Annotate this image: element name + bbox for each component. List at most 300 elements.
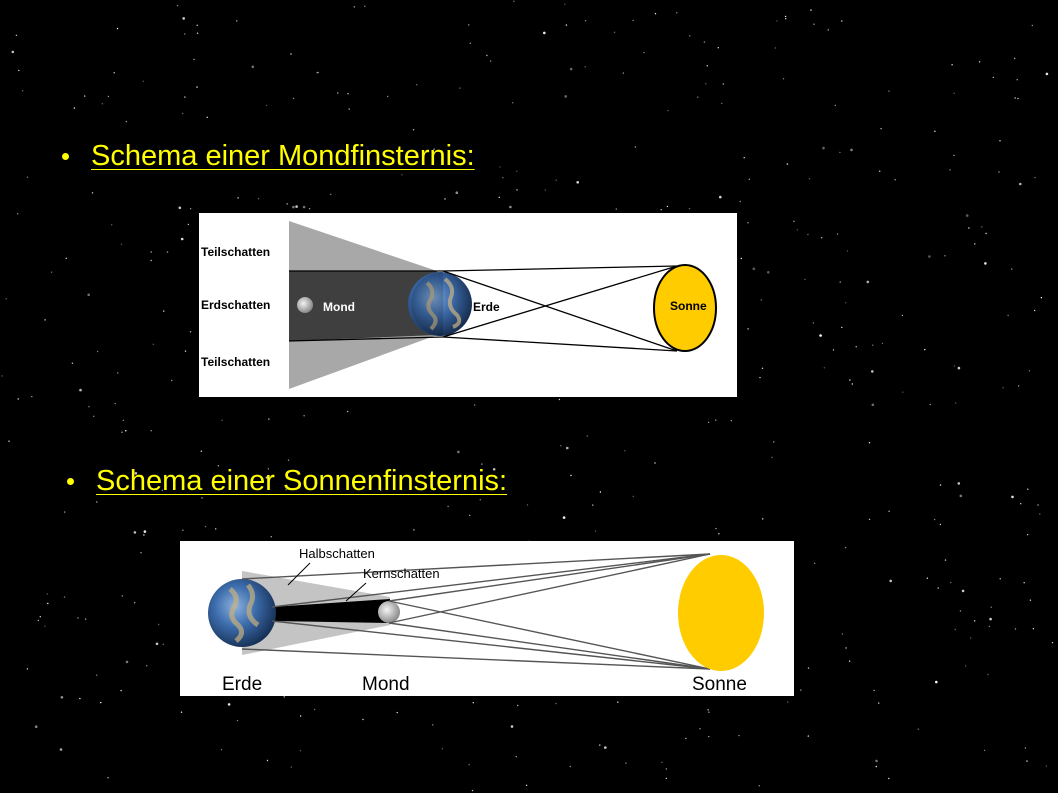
star <box>888 778 889 779</box>
label-earth: Erde <box>222 674 263 695</box>
star <box>1037 504 1038 505</box>
star <box>413 529 414 530</box>
star <box>337 92 338 93</box>
star <box>999 140 1000 141</box>
star <box>543 32 546 35</box>
star <box>852 383 853 384</box>
star <box>517 705 518 706</box>
star <box>1029 370 1030 371</box>
star <box>196 86 197 87</box>
star <box>833 349 834 350</box>
star <box>841 20 842 21</box>
star <box>1033 628 1034 629</box>
star <box>966 214 969 217</box>
star <box>511 725 514 728</box>
star <box>444 198 445 199</box>
star <box>878 702 879 703</box>
star <box>27 177 28 178</box>
star <box>72 363 73 364</box>
star <box>432 724 433 725</box>
star <box>79 389 82 392</box>
star <box>1017 79 1018 80</box>
star <box>115 403 116 404</box>
star <box>184 33 185 34</box>
star <box>472 790 473 791</box>
star <box>940 524 941 525</box>
star <box>300 750 301 751</box>
star <box>661 209 662 210</box>
label-penumbra-bottom: Teilschatten <box>201 355 271 369</box>
star <box>121 244 122 245</box>
star <box>731 420 732 421</box>
star <box>1020 503 1021 504</box>
solar-heading-row <box>67 465 507 498</box>
star <box>181 712 182 713</box>
star <box>987 674 988 675</box>
star <box>559 399 560 400</box>
star <box>499 166 500 167</box>
star <box>1015 628 1016 629</box>
star <box>516 756 517 757</box>
star <box>143 534 144 535</box>
star <box>981 226 982 227</box>
star <box>182 113 183 114</box>
star <box>587 435 588 436</box>
star <box>785 16 786 17</box>
star <box>824 367 825 368</box>
star <box>707 709 708 710</box>
star <box>809 178 810 179</box>
star <box>563 516 566 519</box>
star <box>633 496 634 497</box>
star <box>840 281 841 282</box>
star <box>102 103 103 104</box>
star <box>849 379 850 380</box>
star <box>126 121 127 122</box>
star <box>974 243 975 244</box>
star <box>88 406 89 407</box>
star <box>570 475 571 476</box>
star <box>16 35 17 36</box>
star <box>309 208 310 209</box>
star <box>303 206 306 209</box>
star <box>123 420 124 421</box>
star <box>122 595 123 596</box>
star <box>114 72 115 73</box>
star <box>1039 513 1040 514</box>
star <box>845 302 846 303</box>
star <box>955 629 956 630</box>
star <box>47 603 48 604</box>
star <box>654 462 655 463</box>
star <box>237 720 238 721</box>
star <box>1011 268 1012 269</box>
star <box>314 709 315 710</box>
moon-icon <box>378 601 400 623</box>
star <box>762 368 763 369</box>
star <box>96 675 97 676</box>
star <box>771 457 772 458</box>
star <box>287 203 288 204</box>
star <box>474 404 475 405</box>
star <box>1046 73 1049 76</box>
star <box>813 24 814 25</box>
star <box>185 350 186 351</box>
star <box>1034 177 1035 178</box>
star <box>38 620 39 621</box>
star <box>928 255 931 258</box>
star <box>108 96 109 97</box>
star <box>18 398 19 399</box>
star <box>837 233 838 234</box>
star <box>473 702 474 703</box>
star <box>889 580 892 583</box>
star <box>604 746 607 749</box>
star <box>944 255 945 256</box>
star <box>667 206 668 207</box>
star <box>585 66 586 67</box>
label-umbra: Erdschatten <box>201 298 271 312</box>
star <box>1052 642 1053 643</box>
star <box>93 416 94 417</box>
star <box>120 690 121 691</box>
star <box>150 260 151 261</box>
star <box>845 647 846 648</box>
star <box>632 20 633 21</box>
star <box>1 375 2 376</box>
star <box>1026 760 1027 761</box>
star <box>97 351 98 352</box>
star <box>970 637 971 638</box>
star <box>221 749 222 750</box>
star <box>960 495 963 498</box>
star <box>950 582 951 583</box>
star <box>1017 98 1018 99</box>
label-moon: Mond <box>362 674 410 695</box>
star <box>849 661 850 662</box>
star <box>776 20 777 21</box>
star <box>635 146 636 147</box>
star <box>708 736 709 737</box>
star <box>295 205 298 208</box>
star <box>293 98 294 99</box>
star <box>1032 25 1033 26</box>
star <box>1007 315 1008 316</box>
star <box>719 196 722 199</box>
star <box>847 250 848 251</box>
star <box>18 70 19 71</box>
star <box>526 785 527 786</box>
star <box>869 442 870 443</box>
star <box>808 735 809 736</box>
star <box>676 12 677 13</box>
star <box>708 422 709 423</box>
star <box>991 607 992 608</box>
star <box>252 66 255 69</box>
star <box>1023 582 1024 583</box>
lunar-eclipse-diagram <box>199 213 737 397</box>
star <box>960 610 961 611</box>
star <box>51 272 52 273</box>
star <box>27 668 28 669</box>
star <box>600 491 601 492</box>
star <box>934 131 935 132</box>
star <box>177 5 178 6</box>
star <box>190 208 191 209</box>
star <box>595 530 596 531</box>
star <box>814 563 815 564</box>
star <box>201 451 202 452</box>
star <box>869 519 870 520</box>
star <box>666 768 667 769</box>
star <box>469 764 470 765</box>
star <box>1041 297 1042 298</box>
star <box>509 206 512 209</box>
star <box>236 20 237 21</box>
star <box>625 762 626 763</box>
star <box>416 84 417 85</box>
star <box>655 13 656 14</box>
star <box>292 206 295 209</box>
star <box>527 504 528 505</box>
star <box>347 93 348 94</box>
star <box>924 349 925 350</box>
star <box>188 224 189 225</box>
star <box>31 396 32 397</box>
star <box>845 547 846 548</box>
star <box>456 191 459 194</box>
star <box>592 504 593 505</box>
star <box>888 90 889 91</box>
star <box>12 51 15 54</box>
star <box>134 531 137 534</box>
star <box>685 738 686 739</box>
star <box>927 578 928 579</box>
star <box>107 777 108 778</box>
star <box>689 35 690 36</box>
star <box>785 18 786 19</box>
star <box>930 404 931 405</box>
star <box>661 762 662 763</box>
star <box>22 90 23 91</box>
star <box>800 689 801 690</box>
star <box>954 93 955 94</box>
star <box>47 593 48 594</box>
star <box>347 411 348 412</box>
star <box>153 344 154 345</box>
star <box>17 213 18 214</box>
star <box>740 201 741 202</box>
star <box>810 9 811 10</box>
star <box>953 155 954 156</box>
label-umbra: Kernschatten <box>363 566 440 581</box>
star <box>117 28 118 29</box>
star <box>872 345 873 346</box>
bullet-icon <box>62 153 69 160</box>
star <box>288 460 289 461</box>
star <box>146 665 147 666</box>
star <box>744 157 745 158</box>
star <box>697 97 698 98</box>
label-sun: Sonne <box>692 674 747 695</box>
star <box>888 511 889 512</box>
label-earth: Erde <box>473 300 500 314</box>
star <box>215 528 216 529</box>
label-penumbra-top: Teilschatten <box>201 245 271 259</box>
star <box>205 526 206 527</box>
star <box>413 129 414 130</box>
star <box>516 189 517 190</box>
star <box>880 128 881 129</box>
star <box>44 626 45 627</box>
star <box>64 511 65 512</box>
star <box>576 181 579 184</box>
star <box>44 319 45 320</box>
star <box>6 298 7 299</box>
star <box>775 47 776 48</box>
star <box>151 251 152 252</box>
star <box>871 370 874 373</box>
star <box>79 698 80 699</box>
star <box>92 192 93 193</box>
moon-icon <box>297 297 313 313</box>
star <box>614 32 615 33</box>
star <box>316 72 317 73</box>
star <box>60 748 63 751</box>
star <box>96 501 97 502</box>
star <box>271 536 272 537</box>
star <box>397 712 398 713</box>
star <box>499 197 500 198</box>
star <box>955 402 956 403</box>
star <box>163 644 164 645</box>
star <box>813 322 814 323</box>
solar-eclipse-heading[interactable]: Schema einer Sonnenfinsternis: <box>96 465 508 497</box>
star <box>197 33 198 34</box>
star <box>940 484 941 485</box>
star <box>100 702 101 703</box>
star <box>819 334 822 337</box>
star <box>134 602 135 603</box>
star <box>902 315 903 316</box>
sun-icon <box>678 555 764 671</box>
star <box>759 377 760 378</box>
star <box>616 208 617 209</box>
star <box>938 587 939 588</box>
star <box>167 251 168 252</box>
star <box>197 25 198 26</box>
star <box>457 451 460 454</box>
star <box>221 420 222 421</box>
star <box>935 681 938 684</box>
star <box>486 55 487 56</box>
star <box>1000 578 1001 579</box>
star <box>469 515 470 516</box>
star <box>804 279 805 280</box>
star <box>624 450 625 451</box>
star <box>783 78 784 79</box>
star <box>556 180 557 181</box>
star <box>873 690 874 691</box>
star <box>934 519 935 520</box>
star <box>470 43 471 44</box>
star <box>876 766 877 767</box>
star <box>808 667 809 668</box>
lunar-eclipse-heading[interactable]: Schema einer Mondfinsternis: <box>91 140 475 172</box>
star <box>958 482 961 485</box>
star <box>989 626 990 627</box>
star <box>773 441 774 442</box>
star <box>704 41 705 42</box>
star <box>741 258 742 259</box>
star <box>974 620 975 621</box>
star <box>126 661 129 664</box>
star <box>570 68 573 71</box>
star <box>895 179 896 180</box>
star <box>718 533 719 534</box>
star <box>945 559 946 560</box>
star <box>87 294 90 297</box>
star <box>8 441 9 442</box>
star <box>77 617 78 618</box>
bullet-icon <box>67 478 74 485</box>
star <box>984 750 985 751</box>
star <box>723 83 724 84</box>
star <box>184 96 185 97</box>
star <box>954 365 955 366</box>
star <box>767 271 770 274</box>
star <box>822 147 825 150</box>
star <box>599 744 600 745</box>
lunar-heading-row <box>62 140 475 173</box>
star <box>707 65 708 66</box>
star <box>266 105 267 106</box>
star <box>998 171 999 172</box>
star <box>1002 387 1003 388</box>
star <box>40 616 41 617</box>
star <box>158 624 159 625</box>
star <box>828 29 829 30</box>
star <box>867 281 870 284</box>
star <box>761 299 762 300</box>
star <box>984 262 987 265</box>
star <box>564 4 565 5</box>
star <box>303 415 304 416</box>
star <box>1030 600 1031 601</box>
label-penumbra: Halbschatten <box>299 546 375 561</box>
star <box>787 701 788 702</box>
star <box>163 310 164 311</box>
star <box>459 87 460 88</box>
star <box>290 53 291 54</box>
star <box>617 702 618 703</box>
star <box>841 327 842 328</box>
star <box>555 703 556 704</box>
star <box>267 760 268 761</box>
star <box>513 1 514 2</box>
solar-eclipse-diagram <box>180 541 794 696</box>
star <box>715 528 716 529</box>
star <box>151 430 152 431</box>
star <box>1046 765 1047 766</box>
star <box>140 552 141 553</box>
star <box>181 238 184 241</box>
star <box>125 430 126 431</box>
star <box>667 110 668 111</box>
star <box>228 703 231 706</box>
star <box>807 234 808 235</box>
star <box>442 748 443 749</box>
